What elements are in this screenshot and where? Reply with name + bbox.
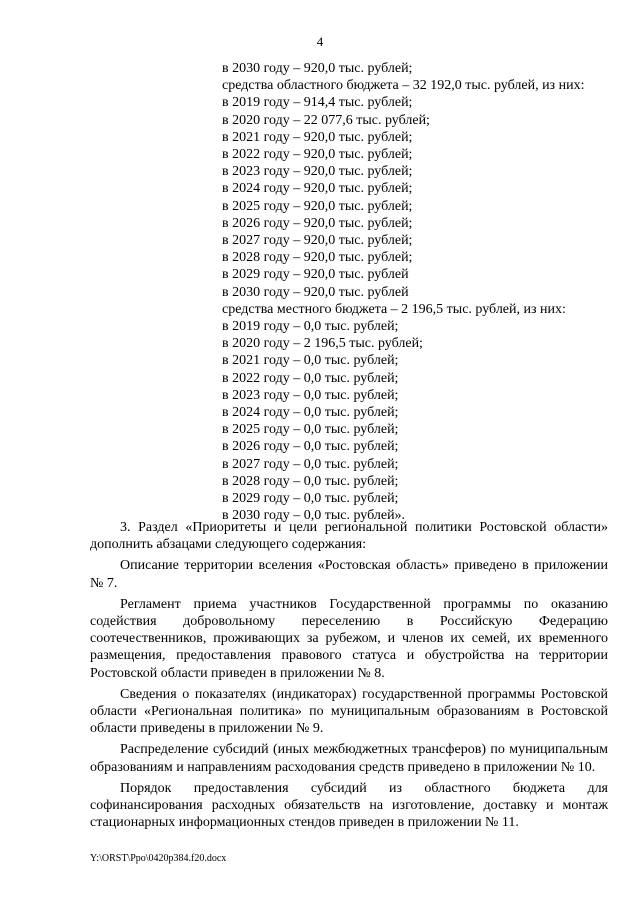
paragraph: Сведения о показателях (индикаторах) государственной программы Ростовской области «Региональная политика» по муниципальным образованиям в Ростовской области приведены в приложении № 9. — [90, 686, 608, 737]
list-item: в 2019 году – 914,4 тыс. рублей; — [222, 95, 413, 111]
list-item: в 2030 году – 920,0 тыс. рублей; — [222, 61, 413, 76]
document-body — [90, 519, 608, 835]
paragraph: Регламент приема участников Государственной программы по оказанию содействия добровольному переселению в Российскую Федерацию соотечественников, проживающих за рубежом, и членов их семей, их временного размещения, предоставления правового статуса и обустройства на территории Ростовской области приведен в приложении № 8. — [90, 596, 608, 681]
list-item: в 2020 году – 22 077,6 тыс. рублей; — [222, 112, 430, 128]
list-item: в 2020 году – 2 196,5 тыс. рублей; — [222, 336, 423, 352]
list-item: в 2030 году – 0,0 тыс. рублей». — [222, 508, 406, 524]
paragraph: 3. Раздел «Приоритеты и цели региональной политики Ростовской области» дополнить абзацами следующего содержания: — [90, 520, 608, 553]
list-item: в 2027 году – 0,0 тыс. рублей; — [222, 456, 399, 472]
list-item: в 2021 году – 920,0 тыс. рублей; — [222, 129, 413, 145]
list-item: в 2028 году – 0,0 тыс. рублей; — [222, 473, 399, 489]
page-number: 4 — [316, 34, 324, 49]
list-item: средства областного бюджета – 32 192,0 тыс. рублей, из них: — [222, 78, 585, 94]
list-item: в 2027 году – 920,0 тыс. рублей; — [222, 233, 413, 249]
list-item: в 2023 году – 920,0 тыс. рублей; — [222, 164, 413, 180]
list-item: в 2026 году – 920,0 тыс. рублей; — [222, 215, 413, 231]
list-item: в 2029 году – 920,0 тыс. рублей — [222, 267, 409, 283]
funding-list — [222, 60, 584, 524]
paragraph: Распределение субсидий (иных межбюджетных трансферов) по муниципальным образованиям и направлениям расходования средств приведено в приложении № 10. — [90, 742, 608, 775]
list-item: в 2024 году – 0,0 тыс. рублей; — [222, 405, 399, 421]
list-item: средства местного бюджета – 2 196,5 тыс. рублей, из них: — [222, 301, 566, 317]
list-item: в 2025 году – 0,0 тыс. рублей; — [222, 422, 399, 438]
list-item: в 2026 году – 0,0 тыс. рублей; — [222, 439, 399, 455]
list-item: в 2024 году – 920,0 тыс. рублей; — [222, 181, 413, 197]
list-item: в 2019 году – 0,0 тыс. рублей; — [222, 319, 399, 335]
paragraph: Порядок предоставления субсидий из областного бюджета для софинансирования расходных обязательств на изготовление, доставку и монтаж стационарных информационных стендов приведен в приложении № 11. — [90, 780, 608, 831]
list-item: в 2028 году – 920,0 тыс. рублей; — [222, 250, 413, 266]
list-item: в 2023 году – 0,0 тыс. рублей; — [222, 387, 399, 403]
list-item: в 2021 году – 0,0 тыс. рублей; — [222, 353, 399, 369]
list-item: в 2030 году – 920,0 тыс. рублей — [222, 284, 409, 300]
list-item: в 2022 году – 0,0 тыс. рублей; — [222, 370, 399, 386]
list-item: в 2029 году – 0,0 тыс. рублей; — [222, 491, 399, 507]
file-path-footer: Y:\ORST\Ppo\0420p384.f20.docx — [90, 853, 227, 864]
paragraph: Описание территории вселения «Ростовская область» приведено в приложении № 7. — [90, 558, 608, 591]
list-item: в 2022 году – 920,0 тыс. рублей; — [222, 147, 413, 163]
list-item: в 2025 году – 920,0 тыс. рублей; — [222, 198, 413, 214]
